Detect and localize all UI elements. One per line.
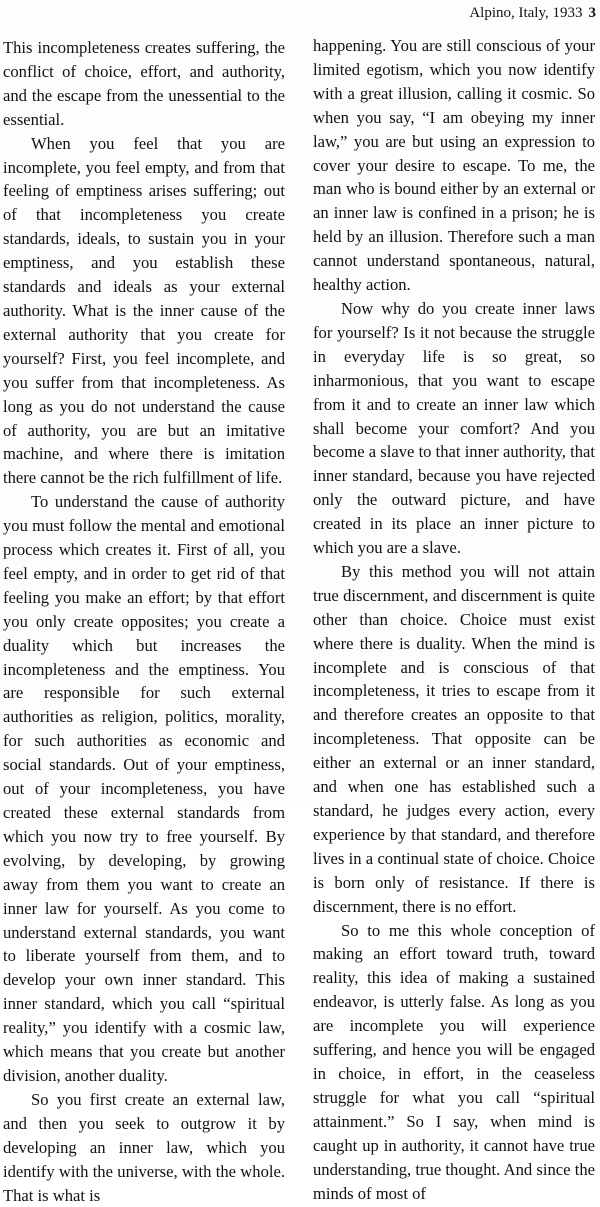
paragraph: So you first create an external law, and then you seek to outgrow it by developing an inner law, which you identify with the universe, with the whole. That is what is [3,1089,285,1205]
page-number: 3 [588,5,596,21]
running-head [469,4,596,22]
running-title: Alpino, Italy, 1933 [469,5,583,21]
paragraph: By this method you will not attain true discernment, and discernment is quite other than choice. Choice must exist where there is duality. When the mind is incomplete and is conscious of that incompleteness, it tries to escape from it and therefore creates an opposite to that incompleteness. That opposite can be either an external or an inner standard, and when one has established such a standard, he judges every action, every experience by that standard, and therefore lives in a continual state of choice. Choice is born only of resistance. If there is discernment, there is no effort. [313,561,595,916]
paragraph: To understand the cause of authority you must follow the mental and emotional process which creates it. First of all, you feel empty, and in order to get rid of that feeling you make an effort; by that effort you only create opposites; you create a duality which but increases the incompleteness and the emptiness. You are responsible for such external authorities as religion, politics, morality, for such authorities as economic and social standards. Out of your emptiness, out of your incompleteness, you have created these external standards from which you now try to free yourself. By evolving, by developing, by growing away from them you want to create an inner law for yourself. As you come to understand external standards, you want to liberate yourself from them, and to develop your own inner standard. This inner standard, which you call “spiritual reality,” you identify with a cosmic law, which means that you create but another division, another duality. [3,492,285,1085]
left-column [3,36,285,1205]
paragraph: This incompleteness creates suffering, the conflict of choice, effort, and authority, and the escape from the unessential to the essential. [3,38,285,129]
paragraph: Now why do you create inner laws for yourself? Is it not because the struggle in everyday life is so great, so inharmonious, that you want to escape from it and to create an inner law which shall become your comfort? And you become a slave to that inner authority, that inner standard, because you have rejected only the outward picture, and have created in its place an inner picture to which you are a slave. [313,298,595,558]
paragraph: When you feel that you are incomplete, you feel empty, and from that feeling of emptiness arises suffering; out of that incompleteness you create standards, ideals, to sustain you in your emptiness, and you establish these standards and ideals as your external authority. What is the inner cause of the external authority that you create for yourself? First, you feel incomplete, and you suffer from that incompleteness. As long as you do not understand the cause of authority, you are but an imitative machine, and where there is imitation there cannot be the rich fulfillment of life. [3,133,285,488]
paragraph: happening. You are still conscious of your limited egotism, which you now identify with a great illusion, calling it cosmic. So when you say, “I am obeying my inner law,” you are but using an expression to cover your desire to escape. To me, the man who is bound either by an external or an inner law is confined in a prison; he is held by an illusion. Therefore such a man cannot understand spontaneous, natural, healthy action. [313,36,595,295]
paragraph: So to me this whole conception of making an effort toward truth, toward reality, this idea of making a sustained endeavor, is utterly false. As long as you are incomplete you will experience suffering, and hence you will be engaged in choice, in effort, in the ceaseless struggle for what you call “spiritual attainment.” So I say, when mind is caught up in authority, it cannot have true understanding, true thought. And since the minds of most of [313,920,595,1203]
right-column [313,34,595,1203]
